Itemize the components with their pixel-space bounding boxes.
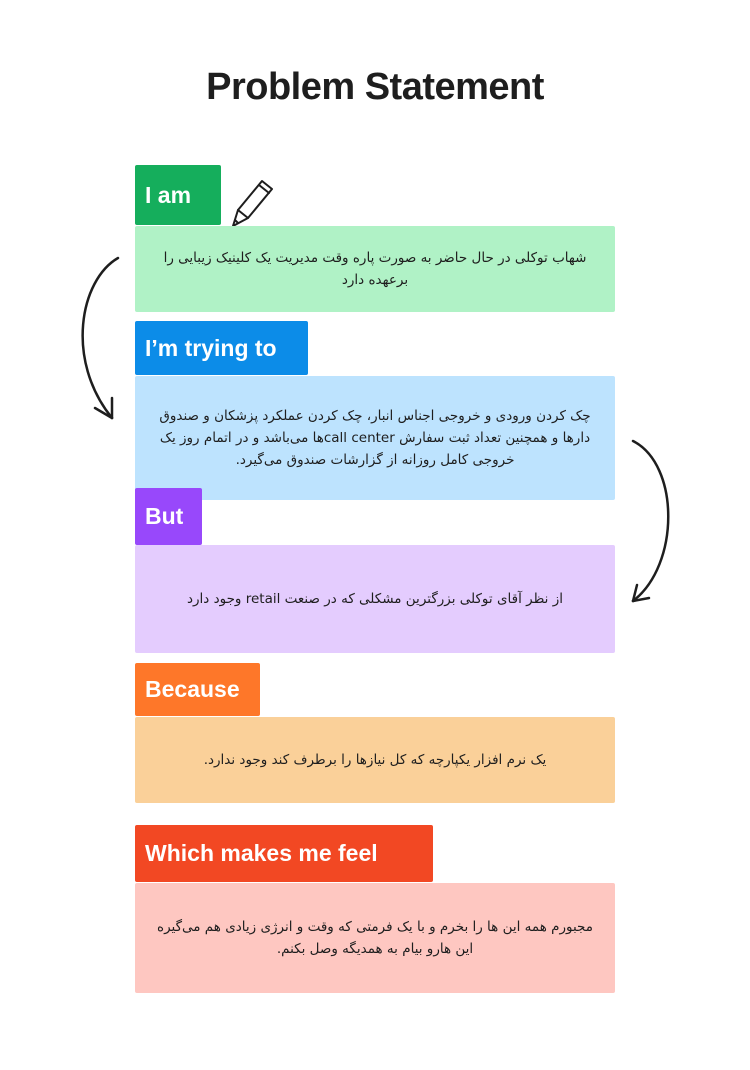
statement-box-but [135,545,615,653]
statement-box-i-am [135,226,615,312]
label-makes-me-feel: Which makes me feel [135,825,433,882]
label-but: But [135,488,202,545]
statement-text-because: یک نرم افزار یکپارچه که کل نیازها را برطرف کند وجود ندارد. [203,752,547,768]
curved-arrow-right-icon [625,435,680,610]
label-i-am: I am [135,165,221,225]
statement-box-because [135,717,615,803]
label-trying-to: I’m trying to [135,321,308,375]
label-because: Because [135,663,260,716]
statement-text-but: از نظر آقای توکلی بزرگترین مشکلی که در صنعت retail وجود دارد [187,591,563,607]
statement-text-trying-to: چک کردن ورودی و خروجی اجناس انبار، چک کردن عملکرد پزشکان و صندوق دارها و همچنین تعداد ثبت سفارش call centerها می‌باشد و در اتمام روز یک خروجی کامل روزانه از گزارشات صندوق می‌گیرد. [159,408,591,468]
curved-arrow-left-icon [70,250,130,430]
statement-text-i-am: شهاب توکلی در حال حاضر به صورت پاره وقت مدیریت یک کلینیک زیبایی را برعهده دارد [163,250,587,288]
pencil-icon [228,176,278,232]
page-title: Problem Statement [206,66,544,108]
statement-box-trying-to [135,376,615,500]
statement-text-makes-me-feel: مجبورم همه این ها را بخرم و با یک فرمتی که وقت و انرژی زیادی هم می‌گیره این هارو بیام به همدیگه وصل بکنم. [157,919,593,957]
statement-box-makes-me-feel [135,883,615,993]
